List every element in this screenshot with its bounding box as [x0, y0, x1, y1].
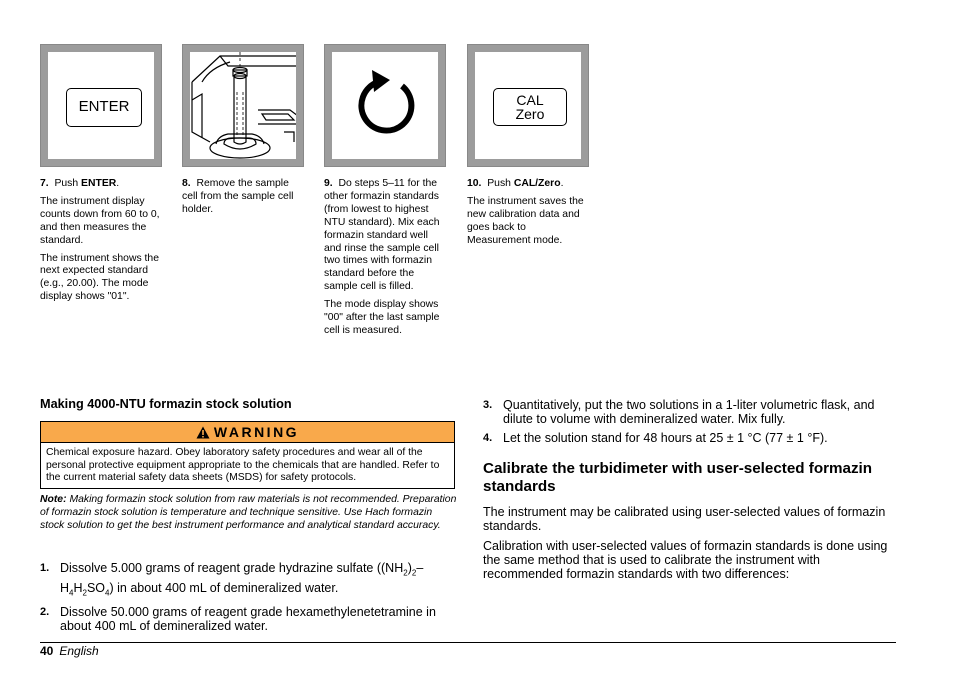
- warning-header: [41, 422, 454, 443]
- warning-title: WARNING: [213, 424, 300, 440]
- procedure-list-right: [483, 398, 903, 450]
- list-item: 3. Quantitatively, put the two solutions in a 1-liter volumetric flask, and dilute to volume with demineralized water. Mix fully.: [483, 398, 875, 426]
- page-number: 40: [40, 644, 54, 658]
- step-8-illustration: [182, 44, 304, 167]
- warning-triangle-icon: [196, 426, 210, 439]
- step-10-detail-1: The instrument saves the new calibration data and goes back to Measurement mode.: [467, 195, 584, 246]
- cal-zero-button-illustration: CAL Zero: [493, 88, 567, 126]
- step-9-detail-1: The mode display shows "00" after the last sample cell is measured.: [324, 299, 440, 336]
- calibrate-paragraph-2: Calibration with user-selected values of formazin standards is done using the same method that is used to calibrate the instrument with recommended formazin standards with two differences:: [483, 539, 888, 582]
- footer-language: English: [59, 644, 99, 658]
- calibrate-heading: Calibrate the turbidimeter with user-selected formazin standards: [483, 460, 873, 495]
- list-item: 4. Let the solution stand for 48 hours at 25 ± 1 °C (77 ± 1 °F).: [483, 431, 828, 445]
- step-9-illustration: [324, 44, 446, 167]
- warning-box: [40, 421, 455, 489]
- step-7-caption: 7. Push ENTER. The instrument display counts down from 60 to 0, and then measures the standard. The instrument shows the next expected standard (e.g., 20.00). The mode display shows "01".: [40, 178, 162, 309]
- warning-text: Chemical exposure hazard. Obey laboratory safety procedures and wear all of the personal protective equipment appropriate to the chemicals that are handled. Refer to the current material safety data sheets (MSDS) for safety protocols.: [46, 447, 440, 484]
- step-7-detail-1: The instrument display counts down from 60 to 0, and then measures the standard.: [40, 195, 160, 246]
- step-7-detail-2: The instrument shows the next expected standard (e.g., 20.00). The mode display shows "01".: [40, 252, 159, 303]
- enter-button-illustration: ENTER: [66, 88, 142, 127]
- step-9-caption: 9. Do steps 5–11 for the other formazin standards (from lowest to highest NTU standard). Mix each formazin standard well and rinse the sample cell two times with formazin standard before the sample cell is filled. The mode display shows "00" after the last sample cell is measured.: [324, 178, 442, 343]
- section-subheading: Making 4000-NTU formazin stock solution: [40, 397, 292, 411]
- procedure-list-left: [40, 561, 460, 638]
- step-10-caption: 10. Push CAL/Zero. The instrument saves the new calibration data and goes back to Measurement mode.: [467, 178, 589, 253]
- step-8-caption: 8. Remove the sample cell from the sample cell holder.: [182, 178, 294, 215]
- footer: [40, 644, 99, 658]
- list-item: 2. Dissolve 50.000 grams of reagent grade hexamethylenetetramine in about 400 mL of demineralized water.: [40, 605, 436, 633]
- step-7-illustration: [40, 44, 162, 167]
- footer-rule: [40, 642, 896, 643]
- note: Note: Making formazin stock solution from raw materials is not recommended. Preparation of formazin stock solution is temperature and technique sensitive. Use Hach formazin stock solution to get the best instrument performance and analytical standard accuracy.: [40, 494, 457, 531]
- sample-cell-removal-icon: [190, 52, 296, 159]
- list-item: 1. Dissolve 5.000 grams of reagent grade hydrazine sulfate $((NH_2)_2-H_4H_2SO_4)$ in about 400 mL of demineralized water.: [40, 561, 424, 597]
- calibrate-paragraph-1: The instrument may be calibrated using user-selected values of formazin standards.: [483, 505, 886, 534]
- repeat-arrow-icon: [332, 52, 438, 159]
- step-10-illustration: [467, 44, 589, 167]
